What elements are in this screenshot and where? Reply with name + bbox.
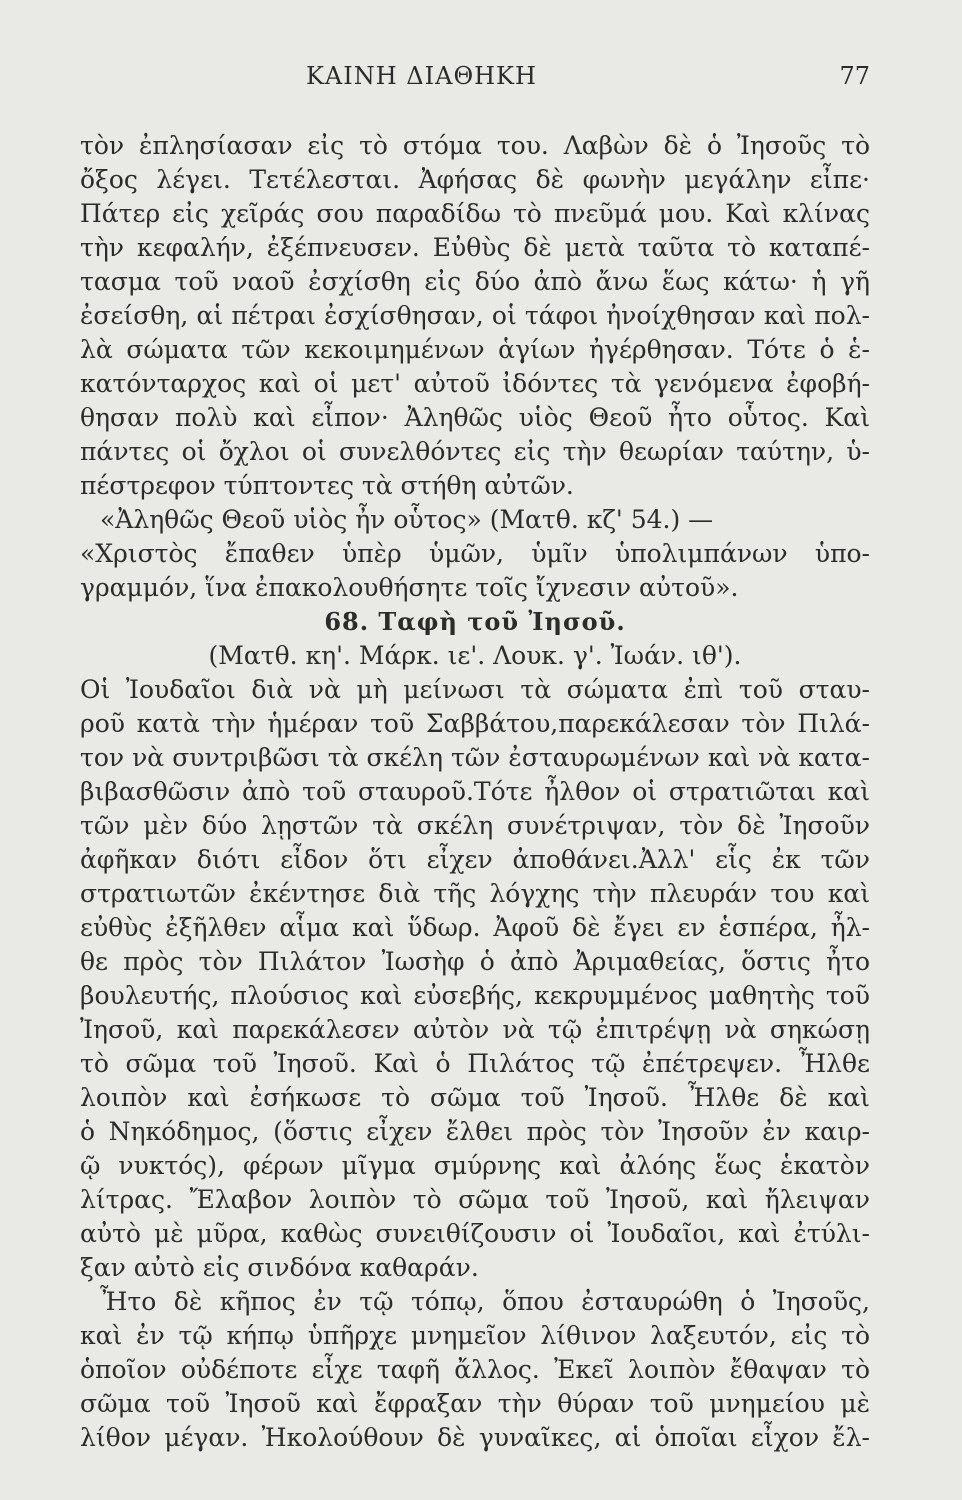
quote-line: «Ἀληθῶς Θεοῦ υἱὸς ἦν οὗτος» (Ματθ. κζ' 54.) — <box>100 505 714 534</box>
text-line: Ἦτο δὲ κῆπος ἐν τῷ τόπῳ, ὅπου ἐσταυρώθη ὁ Ἰησοῦς, <box>100 1287 870 1316</box>
text-line: ξαν αὐτὸ εἰς σινδόνα καθαράν. <box>80 1253 479 1282</box>
text-line: λίθον μέγαν. Ἠκολούθουν δὲ γυναῖκες, αἱ ὁποῖαι εἶχον ἔλ- <box>80 1423 870 1452</box>
text-line: ἀφῆκαν διότι εἶδον ὅτι εἶχεν ἀποθάνει.Ἀλλ' εἷς ἐκ τῶν <box>80 845 870 874</box>
text-line: λίτρας. Ἔλαβον λοιπὸν τὸ σῶμα τοῦ Ἰησοῦ, καὶ ἤλειψαν <box>80 1185 870 1214</box>
text-line: αὐτὸ μὲ μῦρα, καθὼς συνειθίζουσιν οἱ Ἰουδαῖοι, καὶ ἐτύλι- <box>80 1219 870 1248</box>
text-line: Πάτερ εἰς χεῖράς σου παραδίδω τὸ πνεῦμά μου. Καὶ κλίνας <box>80 199 870 228</box>
quote-line: «Χριστὸς ἔπαθεν ὑπὲρ ὑμῶν, ὑμῖν ὑπολιμπάνων ὑπο- <box>80 539 870 568</box>
text-line: ἐσείσθη, αἱ πέτραι ἐσχίσθησαν, οἱ τάφοι ἠνοίχθησαν καὶ πολ- <box>80 301 870 330</box>
text-line: βιβασθῶσιν ἀπὸ τοῦ σταυροῦ.Τότε ἦλθον οἱ στρατιῶται καὶ <box>80 777 870 806</box>
text-line: εὐθὺς ἐξῆλθεν αἷμα καὶ ὕδωρ. Ἀφοῦ δὲ ἔγει εν ἑσπέρα, ἦλ- <box>80 913 870 942</box>
text-line: θησαν πολὺ καὶ εἶπον· Ἀληθῶς υἱὸς Θεοῦ ἦτο οὗτος. Καὶ <box>80 403 870 432</box>
text-line: λοιπὸν καὶ ἐσήκωσε τὸ σῶμα τοῦ Ἰησοῦ. Ἦλθε δὲ καὶ <box>80 1083 870 1112</box>
text-line: καὶ ἐν τῷ κήπῳ ὑπῆρχε μνημεῖον λίθινον λαξευτόν, εἰς τὸ <box>80 1321 870 1350</box>
text-line: θε πρὸς τὸν Πιλάτον Ἰωσὴφ ὁ ἀπὸ Ἀριμαθείας, ὅστις ἦτο <box>80 947 870 976</box>
text-line: τον νὰ συντριβῶσι τὰ σκέλη τῶν ἐσταυρωμένων καὶ νὰ κατα- <box>80 743 870 772</box>
text-line: ροῦ κατὰ τὴν ἡμέραν τοῦ Σαββάτου,παρεκάλεσαν τὸν Πιλά- <box>80 709 870 738</box>
text-line: ὄξος λέγει. Τετέλεσται. Ἀφήσας δὲ φωνὴν μεγάλην εἶπε· <box>80 165 870 194</box>
text-line: κατόνταρχος καὶ οἱ μετ' αὐτοῦ ἰδόντες τὰ γενόμενα ἐφοβή- <box>80 369 870 398</box>
text-line: τῶν μὲν δύο λῃστῶν τὰ σκέλη συνέτριψαν, τὸν δὲ Ἰησοῦν <box>80 811 870 840</box>
text-line: σῶμα τοῦ Ἰησοῦ καὶ ἔφραξαν τὴν θύραν τοῦ μνημείου μὲ <box>80 1389 870 1418</box>
page-number: 77 <box>839 62 870 90</box>
text-line: ῷ νυκτός), φέρων μῖγμα σμύρνης καὶ ἀλόης ἕως ἑκατὸν <box>80 1151 870 1180</box>
quote-line: γραμμόν, ἵνα ἐπακολουθήσητε τοῖς ἴχνεσιν αὐτοῦ». <box>80 573 739 602</box>
running-title: ΚΑΙΝΗ ΔΙΑΘΗΚΗ <box>306 62 537 90</box>
text-line: Ἰησοῦ, καὶ παρεκάλεσεν αὐτὸν νὰ τῷ ἐπιτρέψῃ νὰ σηκώσῃ <box>80 1015 870 1044</box>
section-references: (Ματθ. κη'. Μάρκ. ιε'. Λουκ. γ'. Ἰωάν. ιθ'). <box>208 641 742 670</box>
text-line: ὁ Νηκόδημος, (ὅστις εἶχεν ἔλθει πρὸς τὸν Ἰησοῦν ἐν καιρ- <box>80 1117 870 1146</box>
text-line: Οἱ Ἰουδαῖοι διὰ νὰ μὴ μείνωσι τὰ σώματα ἐπὶ τοῦ σταυ- <box>80 675 870 704</box>
text-line: πάντες οἱ ὄχλοι οἱ συνελθόντες εἰς τὴν θεωρίαν ταύτην, ὑ- <box>80 437 870 466</box>
text-line: τασμα τοῦ ναοῦ ἐσχίσθη εἰς δύο ἀπὸ ἄνω ἕως κάτω· ἡ γῆ <box>80 267 870 296</box>
text-line: τὴν κεφαλήν, ἐξέπνευσεν. Εὐθὺς δὲ μετὰ ταῦτα τὸ καταπέ- <box>80 233 870 262</box>
body-text <box>80 129 870 1455</box>
text-line: τὸ σῶμα τοῦ Ἰησοῦ. Καὶ ὁ Πιλάτος τῷ ἐπέτρεψεν. Ἦλθε <box>80 1049 870 1078</box>
page-header <box>80 62 870 96</box>
text-line: τὸν ἐπλησίασαν εἰς τὸ στόμα του. Λαβὼν δὲ ὁ Ἰησοῦς τὸ <box>80 131 870 160</box>
section-heading: 68. Ταφὴ τοῦ Ἰησοῦ. <box>324 607 626 636</box>
text-line: πέστρεφον τύπτοντες τὰ στήθη αὐτῶν. <box>80 471 574 500</box>
text-line: βουλευτής, πλούσιος καὶ εὐσεβής, κεκρυμμένος μαθητὴς τοῦ <box>80 981 870 1010</box>
text-line: στρατιωτῶν ἐκέντησε διὰ τῆς λόγχης τὴν πλευράν του καὶ <box>80 879 870 908</box>
text-line: λὰ σώματα τῶν κεκοιμημένων ἁγίων ἠγέρθησαν. Τότε ὁ ἑ- <box>80 335 870 364</box>
text-line: ὁποῖον οὐδέποτε εἶχε ταφῆ ἄλλος. Ἐκεῖ λοιπὸν ἔθαψαν τὸ <box>80 1355 870 1384</box>
